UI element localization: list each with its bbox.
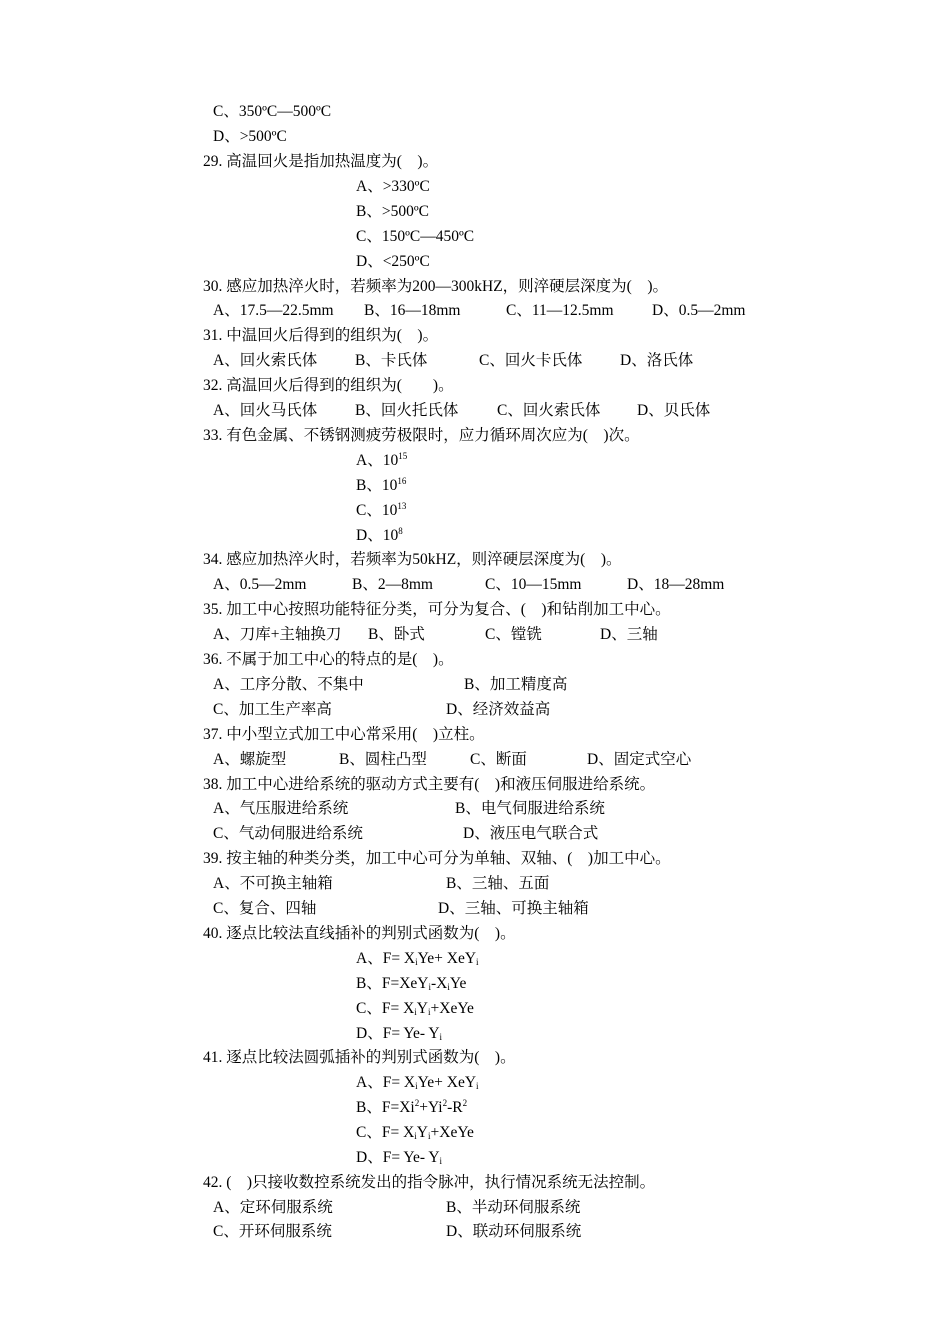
option-text: D、贝氏体 [637, 402, 711, 419]
line-text: D、10 [356, 527, 399, 544]
question-text [203, 376, 454, 396]
option-text: A、气压服进给系统 [213, 800, 349, 817]
option-text: C、11—12.5mm [506, 302, 614, 319]
line-text: D、>500ºC [213, 128, 287, 145]
option-text: B、16—18mm [364, 302, 461, 319]
formula-option: C、$F= X_iY_i+XeYe$ [356, 1000, 474, 1017]
line-text: A、>330ºC [356, 178, 430, 195]
line-text: D、<250ºC [356, 253, 430, 270]
option-text: C、开环伺服系统 [213, 1223, 332, 1240]
line-text: 38. 加工中心进给系统的驱动方式主要有( )和液压伺服进给系统。 [203, 776, 656, 793]
option-text: A、0.5—2mm [213, 576, 307, 593]
option-text [356, 252, 430, 272]
option-text [356, 202, 429, 222]
option-text [213, 127, 287, 147]
question-text [203, 326, 438, 346]
line-text: 31. 中温回火后得到的组织为( )。 [203, 327, 439, 344]
option-text: A、回火马氏体 [213, 402, 318, 419]
formula-option: D、F= Ye- $Y_i$ [356, 1025, 443, 1042]
question-text [203, 1048, 516, 1068]
question-text [203, 600, 671, 620]
option-text [356, 476, 406, 496]
option-text: B、圆柱凸型 [339, 751, 427, 768]
formula-option: D、F= Ye- $Y_i$ [356, 1149, 443, 1166]
line-text: 30. 感应加热淬火时，若频率为200—300kHZ，则淬硬层深度为( )。 [203, 278, 668, 295]
formula-option: A、$F= X_iYe+ XeY_i$ [356, 950, 479, 967]
option-text: C、10—15mm [485, 576, 582, 593]
option-text: C、回火索氏体 [497, 402, 601, 419]
option-text: B、卧式 [368, 626, 425, 643]
line-text: C、150ºC—450ºC [356, 228, 475, 245]
option-text [356, 501, 406, 521]
option-text [356, 526, 403, 546]
question-text [203, 775, 655, 795]
line-text: 29. 高温回火是指加热温度为( )。 [203, 153, 439, 170]
option-text: D、洛氏体 [620, 352, 694, 369]
line-text: 35. 加工中心按照功能特征分类，可分为复合、( )和钻削加工中心。 [203, 601, 671, 618]
question-text [203, 1173, 655, 1193]
option-text: A、回火索氏体 [213, 352, 318, 369]
option-text: C、加工生产率高 [213, 701, 332, 718]
option-text: D、0.5—2mm [652, 302, 746, 319]
option-text: A、17.5—22.5mm [213, 302, 334, 319]
option-text: B、2—8mm [352, 576, 433, 593]
question-text [203, 277, 668, 297]
line-text: 34. 感应加热淬火时，若频率为50kHZ，则淬硬层深度为( )。 [203, 551, 622, 568]
line-text: B、>500ºC [356, 203, 429, 220]
question-text [203, 152, 438, 172]
option-text: B、加工精度高 [464, 676, 568, 693]
option-text: A、不可换主轴箱 [213, 875, 333, 892]
option-text: B、回火托氏体 [355, 402, 459, 419]
line-text: C、10 [356, 502, 398, 519]
question-text [203, 725, 485, 745]
exponent: 13 [397, 501, 407, 511]
option-text: B、卡氏体 [355, 352, 428, 369]
question-text [203, 426, 640, 446]
option-text: D、经济效益高 [446, 701, 551, 718]
line-text: A、10 [356, 452, 399, 469]
formula-option: B、$F=Xi^2+Yi^2-R^2$ [356, 1098, 468, 1116]
exponent: 16 [397, 476, 407, 486]
question-text [203, 849, 671, 869]
option-text: C、断面 [470, 751, 527, 768]
option-text: D、固定式空心 [587, 751, 692, 768]
option-text: B、半动环伺服系统 [446, 1199, 581, 1216]
option-text [213, 102, 331, 122]
option-text: C、回火卡氏体 [479, 352, 583, 369]
option-text: A、工序分散、不集中 [213, 676, 364, 693]
option-text: B、电气伺服进给系统 [455, 800, 605, 817]
option-text [356, 451, 407, 471]
option-text: A、定环伺服系统 [213, 1199, 333, 1216]
question-text [203, 650, 454, 670]
line-text: B、10 [356, 477, 398, 494]
question-text [203, 924, 516, 944]
option-text: D、18—28mm [627, 576, 725, 593]
option-text [356, 227, 474, 247]
option-text: C、复合、四轴 [213, 900, 317, 917]
formula-option: B、$F=XeY_i-X_iYe$ [356, 975, 467, 992]
formula-option: A、$F= X_iYe+ XeY_i$ [356, 1074, 479, 1091]
line-text: 36. 不属于加工中心的特点的是( )。 [203, 651, 454, 668]
line-text: C、350ºC—500ºC [213, 103, 332, 120]
option-text: C、气动伺服进给系统 [213, 825, 363, 842]
option-text: A、刀库+主轴换刀 [213, 626, 342, 643]
formula-option: C、$F= X_iY_i+XeYe$ [356, 1124, 474, 1141]
option-text: D、液压电气联合式 [463, 825, 599, 842]
line-text: 37. 中小型立式加工中心常采用( )立柱。 [203, 726, 485, 743]
option-text [356, 177, 430, 197]
option-text: C、镗铣 [485, 626, 542, 643]
line-text: 32. 高温回火后得到的组织为( )。 [203, 377, 454, 394]
option-text: D、三轴 [600, 626, 658, 643]
option-text: D、联动环伺服系统 [446, 1223, 582, 1240]
option-text: D、三轴、可换主轴箱 [438, 900, 589, 917]
line-text: 40. 逐点比较法直线插补的判别式函数为( )。 [203, 925, 516, 942]
exponent: 15 [398, 451, 408, 461]
exponent: 8 [398, 526, 403, 536]
option-text: B、三轴、五面 [446, 875, 550, 892]
line-text: 41. 逐点比较法圆弧插补的判别式函数为( )。 [203, 1049, 516, 1066]
line-text: 42. ( )只接收数控系统发出的指令脉冲，执行情况系统无法控制。 [203, 1174, 656, 1191]
line-text: 33. 有色金属、不锈钢测疲劳极限时，应力循环周次应为( )次。 [203, 427, 640, 444]
line-text: 39. 按主轴的种类分类，加工中心可分为单轴、双轴、( )加工中心。 [203, 850, 671, 867]
option-text: A、螺旋型 [213, 751, 287, 768]
question-text [203, 550, 622, 570]
